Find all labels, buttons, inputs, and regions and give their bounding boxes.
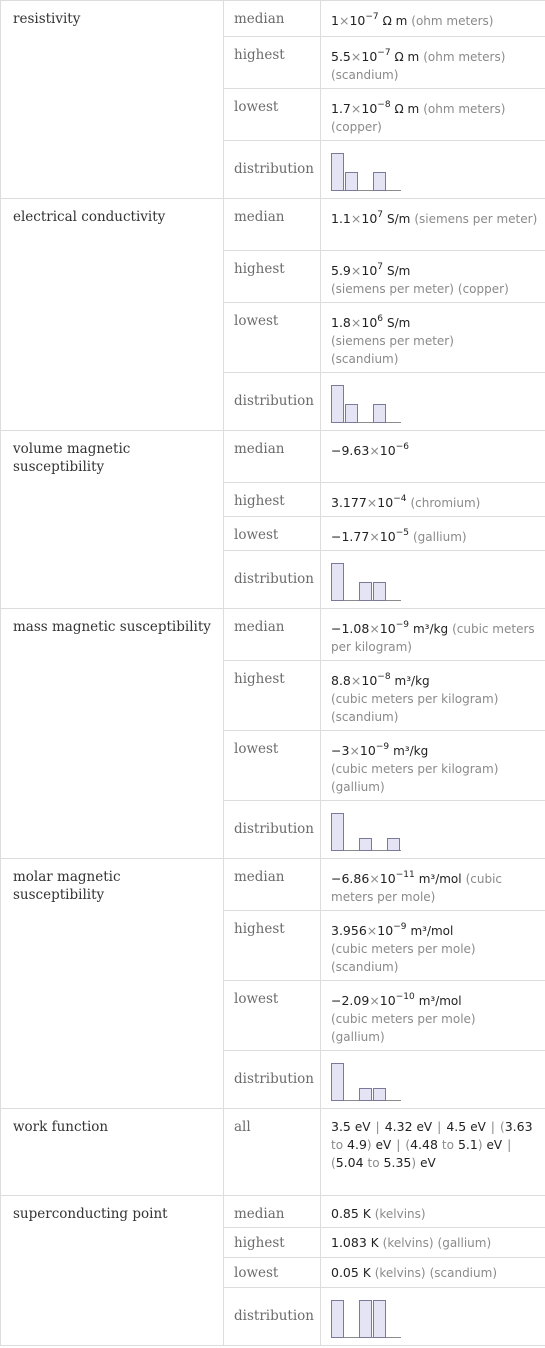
stat-value: 0.85 K (kelvins): [321, 1196, 545, 1228]
property-name: molar magnetic susceptibility: [1, 859, 224, 1109]
stat-label: median: [224, 199, 321, 251]
stat-value: $3.956\times 10^{-9}$ m³/mol (cubic meters per mole) (scandium): [321, 911, 545, 981]
stat-value: $-1.08\times 10^{-9}$ m³/kg (cubic meters per kilogram): [321, 609, 545, 661]
stat-label: lowest: [224, 89, 321, 141]
stat-label: median: [224, 609, 321, 661]
stat-label: distribution: [224, 1051, 321, 1109]
stat-label: lowest: [224, 981, 321, 1051]
stat-label: median: [224, 1, 321, 37]
property-name: work function: [1, 1109, 224, 1196]
property-name: electrical conductivity: [1, 199, 224, 431]
stat-label: highest: [224, 911, 321, 981]
histogram-bar: [359, 838, 372, 851]
histogram-bar: [345, 404, 358, 423]
histogram-bar: [331, 563, 344, 601]
distribution-histogram: [331, 559, 411, 601]
stat-value: $-1.77\times 10^{-5}$ (gallium): [321, 517, 545, 551]
histogram-bar: [373, 172, 386, 191]
histogram-bar: [373, 404, 386, 423]
stat-label: highest: [224, 1228, 321, 1258]
stat-label: all: [224, 1109, 321, 1196]
stat-label: lowest: [224, 1258, 321, 1288]
stat-value: $5.9\times 10^7$ S/m (siemens per meter) (copper): [321, 251, 545, 303]
stat-value: $1\times 10^{-7}$ Ω m (ohm meters): [321, 1, 545, 37]
histogram-bar: [373, 1300, 386, 1338]
histogram-bar: [331, 1300, 344, 1338]
stat-label: median: [224, 431, 321, 483]
stat-label: median: [224, 1196, 321, 1228]
stat-label: lowest: [224, 303, 321, 373]
distribution-histogram: [331, 149, 411, 191]
stat-value: $-3\times 10^{-9}$ m³/kg (cubic meters per kilogram) (gallium): [321, 731, 545, 801]
stat-label: distribution: [224, 373, 321, 431]
histogram-bar: [331, 813, 344, 851]
distribution-cell: [321, 801, 545, 859]
stat-label: distribution: [224, 551, 321, 609]
distribution-cell: [321, 551, 545, 609]
stat-label: distribution: [224, 1288, 321, 1346]
stat-label: highest: [224, 37, 321, 89]
distribution-cell: [321, 141, 545, 199]
property-name: mass magnetic susceptibility: [1, 609, 224, 859]
property-name: volume magnetic susceptibility: [1, 431, 224, 609]
stat-label: highest: [224, 483, 321, 517]
distribution-cell: [321, 1051, 545, 1109]
histogram-bar: [331, 153, 344, 191]
stat-value: $5.5\times 10^{-7}$ Ω m (ohm meters) (scandium): [321, 37, 545, 89]
stat-label: highest: [224, 251, 321, 303]
stat-label: lowest: [224, 517, 321, 551]
histogram-bar: [359, 1300, 372, 1338]
histogram-bar: [387, 838, 400, 851]
property-name: resistivity: [1, 1, 224, 199]
distribution-cell: [321, 1288, 545, 1346]
stat-value: 0.05 K (kelvins) (scandium): [321, 1258, 545, 1288]
histogram-bar: [331, 1063, 344, 1101]
histogram-bar: [373, 582, 386, 601]
distribution-histogram: [331, 381, 411, 423]
stat-label: lowest: [224, 731, 321, 801]
stat-value: $-9.63\times 10^{-6}$: [321, 431, 545, 483]
stat-value: $3.177\times 10^{-4}$ (chromium): [321, 483, 545, 517]
stat-value: $8.8\times 10^{-8}$ m³/kg (cubic meters per kilogram) (scandium): [321, 661, 545, 731]
distribution-histogram: [331, 809, 411, 851]
stat-value: $1.8\times 10^6$ S/m (siemens per meter) (scandium): [321, 303, 545, 373]
histogram-bar: [359, 1088, 372, 1101]
histogram-bar: [373, 1088, 386, 1101]
distribution-histogram: [331, 1059, 411, 1101]
property-name: superconducting point: [1, 1196, 224, 1346]
histogram-bar: [359, 582, 372, 601]
stat-label: distribution: [224, 141, 321, 199]
distribution-cell: [321, 373, 545, 431]
distribution-histogram: [331, 1296, 411, 1338]
histogram-bar: [345, 172, 358, 191]
histogram-bar: [331, 385, 344, 423]
stat-label: highest: [224, 661, 321, 731]
stat-value: $1.1\times 10^7$ S/m (siemens per meter): [321, 199, 545, 251]
stat-value: $1.7\times 10^{-8}$ Ω m (ohm meters) (copper): [321, 89, 545, 141]
stat-value: 3.5 eV | 4.32 eV | 4.5 eV | (3.63 to 4.9) eV | (4.48 to 5.1) eV |(5.04 to 5.35) eV: [321, 1109, 545, 1196]
stat-value: $-2.09\times 10^{-10}$ m³/mol (cubic meters per mole) (gallium): [321, 981, 545, 1051]
stat-label: distribution: [224, 801, 321, 859]
stat-label: median: [224, 859, 321, 911]
stat-value: $-6.86\times 10^{-11}$ m³/mol (cubic meters per mole): [321, 859, 545, 911]
stat-value: 1.083 K (kelvins) (gallium): [321, 1228, 545, 1258]
